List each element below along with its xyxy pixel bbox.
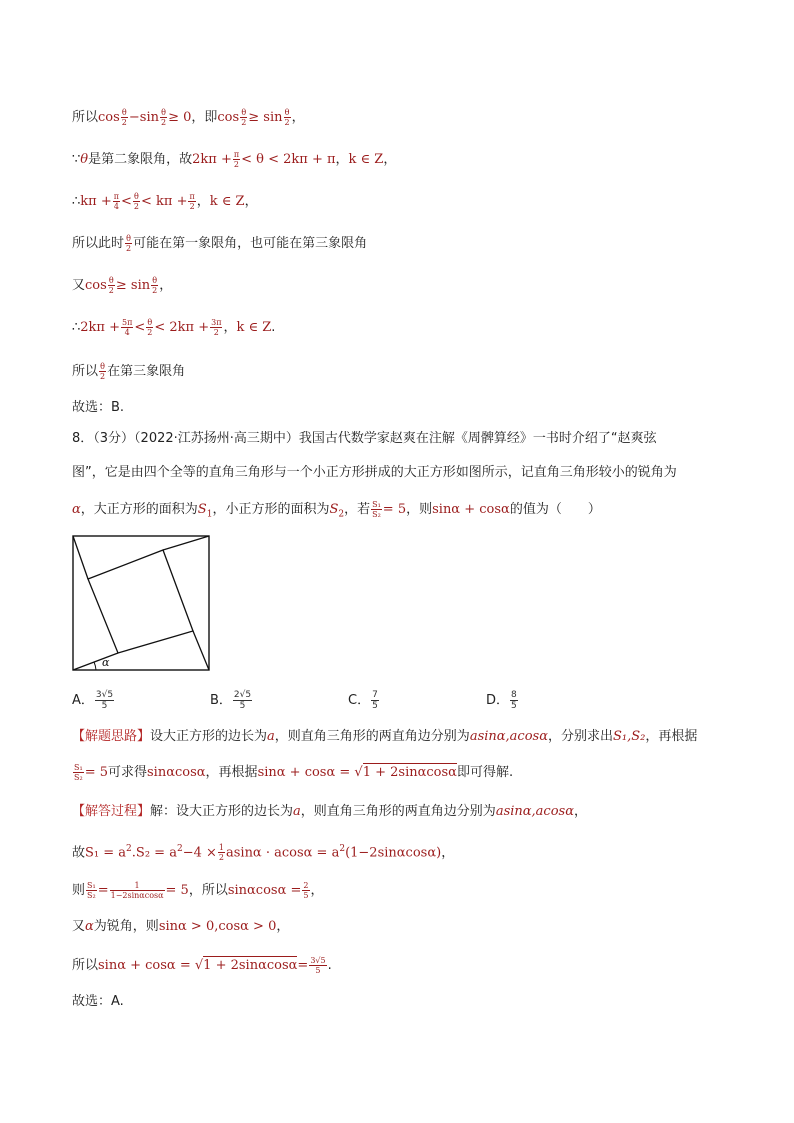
idea-line-1: 【解题思路】设大正方形的边长为a，则直角三角形的两直角边分别为asinα,acosα，分别求出S₁,S₂，再根据 [72,729,698,744]
option-b[interactable]: B． $\frac{2√5}{5}$ [210,690,252,711]
math: −sin [128,110,159,125]
math: 2kπ + [192,152,232,167]
math: ≥ sin [248,110,283,125]
math: 2kπ + [80,320,120,335]
process-line-4: 又α为锐角，则sinα > 0,cosα > 0， [72,919,290,934]
math: < [121,194,132,209]
math: kπ + [80,194,112,209]
math: cos [217,110,240,125]
math: < θ < 2kπ + π [241,152,336,167]
math: cos [98,110,120,125]
figure-alpha-label: α [102,656,110,669]
math: θ [80,152,89,167]
fraction: $\frac{\pi}{2}$ [189,192,195,211]
text: ，即 [191,110,218,125]
fraction: $\frac{\theta}{2}$ [147,318,153,337]
process-line-5: 所以sinα + cosα = √1 + 2sinαcosα= $\frac{3√5}{5}$ . [72,956,332,975]
math: k ∈ Z [209,194,245,209]
zhao-shuang-diagram [72,535,212,673]
math: ≥ 0 [168,110,192,125]
option-c[interactable]: C． $\frac{7}{5}$ [348,690,378,711]
fraction: $\frac{\theta}{2}$ [284,108,290,127]
math: cos [85,278,107,293]
text: 所以 [72,110,99,125]
option-d[interactable]: D． $\frac{8}{5}$ [486,690,517,711]
question-line-3: α，大正方形的面积为$S_1$，小正方形的面积为$S_2$，若 $\frac{\text{S₁}}{\text{S₂}}$ = 5，则sinα + cosα的值为（ ） [72,500,601,520]
math: < [134,320,146,335]
process-line-3: 则 $\frac{\text{S₁}}{\text{S₂}}$ = $\frac{1}{1-2\sin\alpha\cos\alpha}$ = 5，所以sinαcosα = $\frac{2}{5}$ ， [72,881,324,900]
math: < 2kπ + [154,320,210,335]
process-line-2: 故$S_1 = a^2.S_2 = a^2-4$ × $\frac{1}{2}$ $asin\alpha \cdot acos\alpha = a^2(1-2\sin\alpha\cos\alpha)$， [72,843,455,863]
fraction: $\frac{\theta}{2}$ [152,276,158,295]
fraction: $\frac{\pi}{2}$ [233,150,240,169]
idea-tag: 【解题思路】 [72,729,151,744]
fraction: $\frac{\theta}{2}$ [241,108,247,127]
solution-line-5: 又cos $\frac{\theta}{2}$ ≥ sin $\frac{\theta}{2}$ ， [72,276,173,295]
process-tag: 【解答过程】 [72,804,151,819]
answer-line: 故选：B. [72,400,125,415]
fraction: $\frac{5\pi}{4}$ [122,318,133,337]
math: k ∈ Z [348,152,384,167]
fraction: $\frac{\theta}{2}$ [133,192,139,211]
question-line-1: 8．（3分）（2022·江苏扬州·高三期中）我国古代数学家赵爽在注解《周髀算经》一书时介绍了“赵爽弦 [72,431,657,446]
solution-line-3: ∴kπ + $\frac{\pi}{4}$ < $\frac{\theta}{2}$ < kπ + $\frac{\pi}{2}$ ，k ∈ Z， [72,192,258,211]
solution-line-4: 所以此时 $\frac{\theta}{2}$ 可能在第一象限角，也可能在第三象限角 [72,234,368,253]
math: < kπ + [141,194,188,209]
fraction: $\frac{\theta}{2}$ [108,276,114,295]
question-line-2: 图”，它是由四个全等的直角三角形与一个小正方形拼成的大正方形如图所示，记直角三角形较小的锐角为 [72,465,677,480]
fraction: $\frac{\text{S₁}}{\text{S₂}}$ [372,500,381,519]
fraction: $\frac{\theta}{2}$ [100,362,106,381]
fraction: $\frac{\pi}{4}$ [113,192,119,211]
fraction: $\frac{\theta}{2}$ [161,108,167,127]
option-a[interactable]: A． $\frac{3√5}{5}$ [72,690,114,711]
fraction: $\frac{\theta}{2}$ [121,108,127,127]
solution-line-7: 所以 $\frac{\theta}{2}$ 在第三象限角 [72,362,186,381]
solution-line-1: 所以cos $\frac{\theta}{2}$ −sin $\frac{\theta}{2}$ ≥ 0，即cos $\frac{\theta}{2}$ ≥ sin $\frac{\theta}{2}$ ， [72,108,305,127]
fraction: $\frac{3\pi}{2}$ [211,318,222,337]
solution-line-6: ∴2kπ + $\frac{5\pi}{4}$ < $\frac{\theta}{2}$ < 2kπ + $\frac{3\pi}{2}$ ，k ∈ Z. [72,318,276,337]
fraction: $\frac{\theta}{2}$ [126,234,132,253]
process-answer: 故选：A. [72,994,124,1009]
math: ≥ sin [115,278,151,293]
process-line-1: 【解答过程】解：设大正方形的边长为a，则直角三角形的两直角边分别为asinα,acosα， [72,804,587,819]
idea-line-2: $\frac{\text{S₁}}{\text{S₂}}$ = 5可求得sinαcosα，再根据sinα + cosα = √1 + 2sinαcosα即可得解. [74,763,514,782]
text: 是第二象限角，故 [88,152,193,167]
solution-line-2: ∵θ是第二象限角，故2kπ + $\frac{\pi}{2}$ < θ < 2kπ + π，k ∈ Z， [72,150,397,169]
math: k ∈ Z [236,320,272,335]
